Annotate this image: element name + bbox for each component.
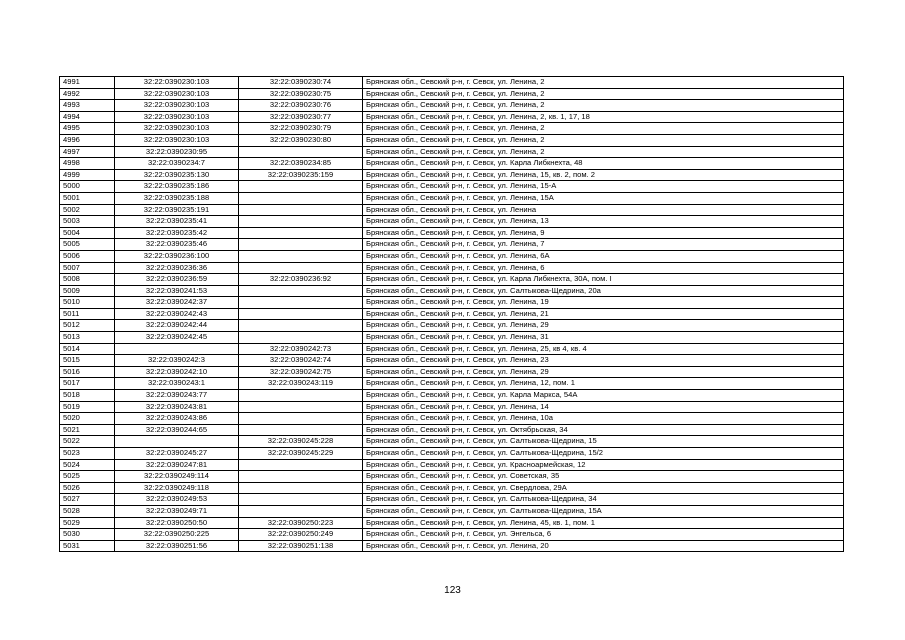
- land-cadastral-number-cell: 32:22:0390235:186: [115, 181, 239, 193]
- building-cadastral-number-cell: [239, 320, 363, 332]
- row-number-cell: 4999: [60, 169, 115, 181]
- address-cell: Брянская обл., Севский р-н, г. Севск, ул. Ленина, 20: [363, 540, 844, 552]
- building-cadastral-number-cell: 32:22:0390230:76: [239, 100, 363, 112]
- row-number-cell: 4992: [60, 88, 115, 100]
- table-row: [60, 494, 844, 506]
- address-cell: Брянская обл., Севский р-н, г. Севск, ул. Ленина, 2: [363, 100, 844, 112]
- land-cadastral-number-cell: 32:22:0390245:27: [115, 448, 239, 460]
- address-cell: Брянская обл., Севский р-н, г. Севск, ул. Ленина, 45, кв. 1, пом. 1: [363, 517, 844, 529]
- land-cadastral-number-cell: 32:22:0390230:103: [115, 88, 239, 100]
- land-cadastral-number-cell: [115, 343, 239, 355]
- building-cadastral-number-cell: 32:22:0390242:75: [239, 366, 363, 378]
- row-number-cell: 5006: [60, 250, 115, 262]
- address-cell: Брянская обл., Севский р-н, г. Севск, ул. Ленина, 10а: [363, 413, 844, 425]
- row-number-cell: 5014: [60, 343, 115, 355]
- row-number-cell: 5011: [60, 308, 115, 320]
- cadastral-table: [59, 76, 844, 552]
- land-cadastral-number-cell: 32:22:0390249:71: [115, 505, 239, 517]
- row-number-cell: 5000: [60, 181, 115, 193]
- table-row: [60, 181, 844, 193]
- land-cadastral-number-cell: 32:22:0390242:37: [115, 297, 239, 309]
- table-row: [60, 343, 844, 355]
- row-number-cell: 5025: [60, 471, 115, 483]
- table-row: [60, 332, 844, 344]
- land-cadastral-number-cell: 32:22:0390235:41: [115, 216, 239, 228]
- address-cell: Брянская обл., Севский р-н, г. Севск, ул. Ленина, 25, кв 4, кв. 4: [363, 343, 844, 355]
- land-cadastral-number-cell: 32:22:0390242:43: [115, 308, 239, 320]
- row-number-cell: 5004: [60, 227, 115, 239]
- building-cadastral-number-cell: [239, 192, 363, 204]
- row-number-cell: 5013: [60, 332, 115, 344]
- row-number-cell: 5017: [60, 378, 115, 390]
- row-number-cell: 5031: [60, 540, 115, 552]
- table-row: [60, 436, 844, 448]
- table-row: [60, 355, 844, 367]
- building-cadastral-number-cell: [239, 390, 363, 402]
- address-cell: Брянская обл., Севский р-н, г. Севск, ул. Карла Либкнехта, 30А, пом. I: [363, 274, 844, 286]
- row-number-cell: 5022: [60, 436, 115, 448]
- row-number-cell: 5023: [60, 448, 115, 460]
- address-cell: Брянская обл., Севский р-н, г. Севск, ул. Ленина, 9: [363, 227, 844, 239]
- building-cadastral-number-cell: 32:22:0390242:74: [239, 355, 363, 367]
- table-row: [60, 227, 844, 239]
- land-cadastral-number-cell: 32:22:0390244:65: [115, 424, 239, 436]
- building-cadastral-number-cell: [239, 297, 363, 309]
- row-number-cell: 5015: [60, 355, 115, 367]
- building-cadastral-number-cell: [239, 181, 363, 193]
- row-number-cell: 5021: [60, 424, 115, 436]
- building-cadastral-number-cell: 32:22:0390242:73: [239, 343, 363, 355]
- address-cell: Брянская обл., Севский р-н, г. Севск, ул. Ленина, 15А: [363, 192, 844, 204]
- address-cell: Брянская обл., Севский р-н, г. Севск, ул. Ленина, 7: [363, 239, 844, 251]
- address-cell: Брянская обл., Севский р-н, г. Севск, ул. Ленина, 13: [363, 216, 844, 228]
- land-cadastral-number-cell: 32:22:0390230:103: [115, 123, 239, 135]
- building-cadastral-number-cell: 32:22:0390235:159: [239, 169, 363, 181]
- land-cadastral-number-cell: 32:22:0390235:191: [115, 204, 239, 216]
- row-number-cell: 5018: [60, 390, 115, 402]
- address-cell: Брянская обл., Севский р-н, г. Севск, ул. Ленина, 14: [363, 401, 844, 413]
- row-number-cell: 5016: [60, 366, 115, 378]
- address-cell: Брянская обл., Севский р-н, г. Севск, ул. Ленина, 2: [363, 88, 844, 100]
- building-cadastral-number-cell: [239, 262, 363, 274]
- address-cell: Брянская обл., Севский р-н, г. Севск, ул. Ленина, 15, кв. 2, пом. 2: [363, 169, 844, 181]
- address-cell: Брянская обл., Севский р-н, г. Севск, ул. Салтыкова-Щедрина, 15: [363, 436, 844, 448]
- address-cell: Брянская обл., Севский р-н, г. Севск, ул. Ленина, 15-А: [363, 181, 844, 193]
- address-cell: Брянская обл., Севский р-н, г. Севск, ул. Ленина, 6: [363, 262, 844, 274]
- building-cadastral-number-cell: [239, 471, 363, 483]
- table-row: [60, 378, 844, 390]
- land-cadastral-number-cell: 32:22:0390242:44: [115, 320, 239, 332]
- building-cadastral-number-cell: [239, 424, 363, 436]
- table-row: [60, 471, 844, 483]
- address-cell: Брянская обл., Севский р-н, г. Севск, ул. Ленина, 31: [363, 332, 844, 344]
- row-number-cell: 5019: [60, 401, 115, 413]
- address-cell: Брянская обл., Севский р-н, г. Севск, ул. Октябрьская, 34: [363, 424, 844, 436]
- table-row: [60, 297, 844, 309]
- row-number-cell: 5030: [60, 529, 115, 541]
- row-number-cell: 5024: [60, 459, 115, 471]
- building-cadastral-number-cell: [239, 401, 363, 413]
- land-cadastral-number-cell: 32:22:0390249:114: [115, 471, 239, 483]
- land-cadastral-number-cell: 32:22:0390243:86: [115, 413, 239, 425]
- address-cell: Брянская обл., Севский р-н, г. Севск, ул. Ленина, 2: [363, 77, 844, 89]
- building-cadastral-number-cell: [239, 459, 363, 471]
- address-cell: Брянская обл., Севский р-н, г. Севск, ул. Салтыкова-Щедрина, 20а: [363, 285, 844, 297]
- land-cadastral-number-cell: 32:22:0390230:103: [115, 111, 239, 123]
- address-cell: Брянская обл., Севский р-н, г. Севск, ул. Салтыкова-Щедрина, 15/2: [363, 448, 844, 460]
- building-cadastral-number-cell: 32:22:0390230:74: [239, 77, 363, 89]
- address-cell: Брянская обл., Севский р-н, г. Севск, ул. Ленина, 2, кв. 1, 17, 18: [363, 111, 844, 123]
- table-row: [60, 529, 844, 541]
- table-row: [60, 413, 844, 425]
- table-row: [60, 100, 844, 112]
- land-cadastral-number-cell: 32:22:0390230:103: [115, 100, 239, 112]
- land-cadastral-number-cell: 32:22:0390249:53: [115, 494, 239, 506]
- row-number-cell: 4996: [60, 134, 115, 146]
- land-cadastral-number-cell: 32:22:0390250:50: [115, 517, 239, 529]
- building-cadastral-number-cell: [239, 308, 363, 320]
- row-number-cell: 4997: [60, 146, 115, 158]
- building-cadastral-number-cell: 32:22:0390230:79: [239, 123, 363, 135]
- row-number-cell: 4995: [60, 123, 115, 135]
- row-number-cell: 5029: [60, 517, 115, 529]
- row-number-cell: 4994: [60, 111, 115, 123]
- land-cadastral-number-cell: 32:22:0390235:46: [115, 239, 239, 251]
- address-cell: Брянская обл., Севский р-н, г. Севск, ул. Ленина, 2: [363, 123, 844, 135]
- row-number-cell: 4991: [60, 77, 115, 89]
- table-row: [60, 169, 844, 181]
- building-cadastral-number-cell: 32:22:0390250:249: [239, 529, 363, 541]
- row-number-cell: 5007: [60, 262, 115, 274]
- building-cadastral-number-cell: 32:22:0390236:92: [239, 274, 363, 286]
- land-cadastral-number-cell: 32:22:0390250:225: [115, 529, 239, 541]
- table-row: [60, 216, 844, 228]
- row-number-cell: 5003: [60, 216, 115, 228]
- table-row: [60, 158, 844, 170]
- building-cadastral-number-cell: 32:22:0390243:119: [239, 378, 363, 390]
- table-row: [60, 250, 844, 262]
- address-cell: Брянская обл., Севский р-н, г. Севск, ул. Карла Маркса, 54А: [363, 390, 844, 402]
- land-cadastral-number-cell: 32:22:0390236:59: [115, 274, 239, 286]
- row-number-cell: 5005: [60, 239, 115, 251]
- building-cadastral-number-cell: [239, 285, 363, 297]
- address-cell: Брянская обл., Севский р-н, г. Севск, ул. Свердлова, 29А: [363, 482, 844, 494]
- address-cell: Брянская обл., Севский р-н, г. Севск, ул. Ленина, 19: [363, 297, 844, 309]
- address-cell: Брянская обл., Севский р-н, г. Севск, ул. Энгельса, 6: [363, 529, 844, 541]
- building-cadastral-number-cell: [239, 505, 363, 517]
- land-cadastral-number-cell: 32:22:0390242:45: [115, 332, 239, 344]
- table-row: [60, 134, 844, 146]
- land-cadastral-number-cell: 32:22:0390230:103: [115, 134, 239, 146]
- row-number-cell: 5001: [60, 192, 115, 204]
- table-row: [60, 204, 844, 216]
- building-cadastral-number-cell: [239, 250, 363, 262]
- building-cadastral-number-cell: 32:22:0390230:77: [239, 111, 363, 123]
- land-cadastral-number-cell: 32:22:0390235:188: [115, 192, 239, 204]
- address-cell: Брянская обл., Севский р-н, г. Севск, ул. Карла Либкнехта, 48: [363, 158, 844, 170]
- building-cadastral-number-cell: [239, 216, 363, 228]
- address-cell: Брянская обл., Севский р-н, г. Севск, ул. Ленина: [363, 204, 844, 216]
- building-cadastral-number-cell: [239, 332, 363, 344]
- land-cadastral-number-cell: 32:22:0390236:100: [115, 250, 239, 262]
- land-cadastral-number-cell: 32:22:0390235:42: [115, 227, 239, 239]
- land-cadastral-number-cell: 32:22:0390242:10: [115, 366, 239, 378]
- table-row: [60, 262, 844, 274]
- land-cadastral-number-cell: 32:22:0390235:130: [115, 169, 239, 181]
- building-cadastral-number-cell: 32:22:0390234:85: [239, 158, 363, 170]
- land-cadastral-number-cell: 32:22:0390251:56: [115, 540, 239, 552]
- land-cadastral-number-cell: 32:22:0390234:7: [115, 158, 239, 170]
- table-row: [60, 285, 844, 297]
- table-row: [60, 401, 844, 413]
- land-cadastral-number-cell: 32:22:0390247:81: [115, 459, 239, 471]
- address-cell: Брянская обл., Севский р-н, г. Севск, ул. Советская, 35: [363, 471, 844, 483]
- building-cadastral-number-cell: 32:22:0390250:223: [239, 517, 363, 529]
- table-row: [60, 540, 844, 552]
- table-row: [60, 448, 844, 460]
- row-number-cell: 5012: [60, 320, 115, 332]
- address-cell: Брянская обл., Севский р-н, г. Севск, ул. Ленина, 2: [363, 134, 844, 146]
- table-row: [60, 111, 844, 123]
- row-number-cell: 4993: [60, 100, 115, 112]
- land-cadastral-number-cell: 32:22:0390249:118: [115, 482, 239, 494]
- address-cell: Брянская обл., Севский р-н, г. Севск, ул. Ленина, 6А: [363, 250, 844, 262]
- building-cadastral-number-cell: 32:22:0390245:229: [239, 448, 363, 460]
- table-row: [60, 192, 844, 204]
- table-row: [60, 123, 844, 135]
- land-cadastral-number-cell: [115, 436, 239, 448]
- row-number-cell: 5008: [60, 274, 115, 286]
- address-cell: Брянская обл., Севский р-н, г. Севск, ул. Салтыкова-Щедрина, 15А: [363, 505, 844, 517]
- table-row: [60, 517, 844, 529]
- building-cadastral-number-cell: [239, 204, 363, 216]
- address-cell: Брянская обл., Севский р-н, г. Севск, ул. Красноармейская, 12: [363, 459, 844, 471]
- land-cadastral-number-cell: 32:22:0390242:3: [115, 355, 239, 367]
- land-cadastral-number-cell: 32:22:0390241:53: [115, 285, 239, 297]
- building-cadastral-number-cell: 32:22:0390230:80: [239, 134, 363, 146]
- table-row: [60, 146, 844, 158]
- land-cadastral-number-cell: 32:22:0390230:95: [115, 146, 239, 158]
- row-number-cell: 5026: [60, 482, 115, 494]
- address-cell: Брянская обл., Севский р-н, г. Севск, ул. Ленина, 12, пом. 1: [363, 378, 844, 390]
- page-number: 123: [444, 585, 461, 596]
- table-row: [60, 320, 844, 332]
- table-row: [60, 366, 844, 378]
- cadastral-table-body: [60, 77, 844, 552]
- land-cadastral-number-cell: 32:22:0390243:77: [115, 390, 239, 402]
- table-row: [60, 88, 844, 100]
- land-cadastral-number-cell: 32:22:0390230:103: [115, 77, 239, 89]
- address-cell: Брянская обл., Севский р-н, г. Севск, ул. Ленина, 2: [363, 146, 844, 158]
- building-cadastral-number-cell: 32:22:0390245:228: [239, 436, 363, 448]
- building-cadastral-number-cell: [239, 482, 363, 494]
- address-cell: Брянская обл., Севский р-н, г. Севск, ул. Ленина, 21: [363, 308, 844, 320]
- row-number-cell: 5028: [60, 505, 115, 517]
- address-cell: Брянская обл., Севский р-н, г. Севск, ул. Ленина, 29: [363, 366, 844, 378]
- building-cadastral-number-cell: 32:22:0390230:75: [239, 88, 363, 100]
- address-cell: Брянская обл., Севский р-н, г. Севск, ул. Салтыкова-Щедрина, 34: [363, 494, 844, 506]
- row-number-cell: 5027: [60, 494, 115, 506]
- row-number-cell: 4998: [60, 158, 115, 170]
- building-cadastral-number-cell: [239, 227, 363, 239]
- land-cadastral-number-cell: 32:22:0390236:36: [115, 262, 239, 274]
- building-cadastral-number-cell: [239, 413, 363, 425]
- table-row: [60, 274, 844, 286]
- table-row: [60, 482, 844, 494]
- row-number-cell: 5002: [60, 204, 115, 216]
- building-cadastral-number-cell: [239, 146, 363, 158]
- land-cadastral-number-cell: 32:22:0390243:1: [115, 378, 239, 390]
- building-cadastral-number-cell: [239, 494, 363, 506]
- table-row: [60, 239, 844, 251]
- table-row: [60, 308, 844, 320]
- building-cadastral-number-cell: [239, 239, 363, 251]
- table-row: [60, 77, 844, 89]
- address-cell: Брянская обл., Севский р-н, г. Севск, ул. Ленина, 23: [363, 355, 844, 367]
- building-cadastral-number-cell: 32:22:0390251:138: [239, 540, 363, 552]
- row-number-cell: 5010: [60, 297, 115, 309]
- row-number-cell: 5009: [60, 285, 115, 297]
- land-cadastral-number-cell: 32:22:0390243:81: [115, 401, 239, 413]
- table-row: [60, 424, 844, 436]
- row-number-cell: 5020: [60, 413, 115, 425]
- table-row: [60, 459, 844, 471]
- table-row: [60, 390, 844, 402]
- table-row: [60, 505, 844, 517]
- address-cell: Брянская обл., Севский р-н, г. Севск, ул. Ленина, 29: [363, 320, 844, 332]
